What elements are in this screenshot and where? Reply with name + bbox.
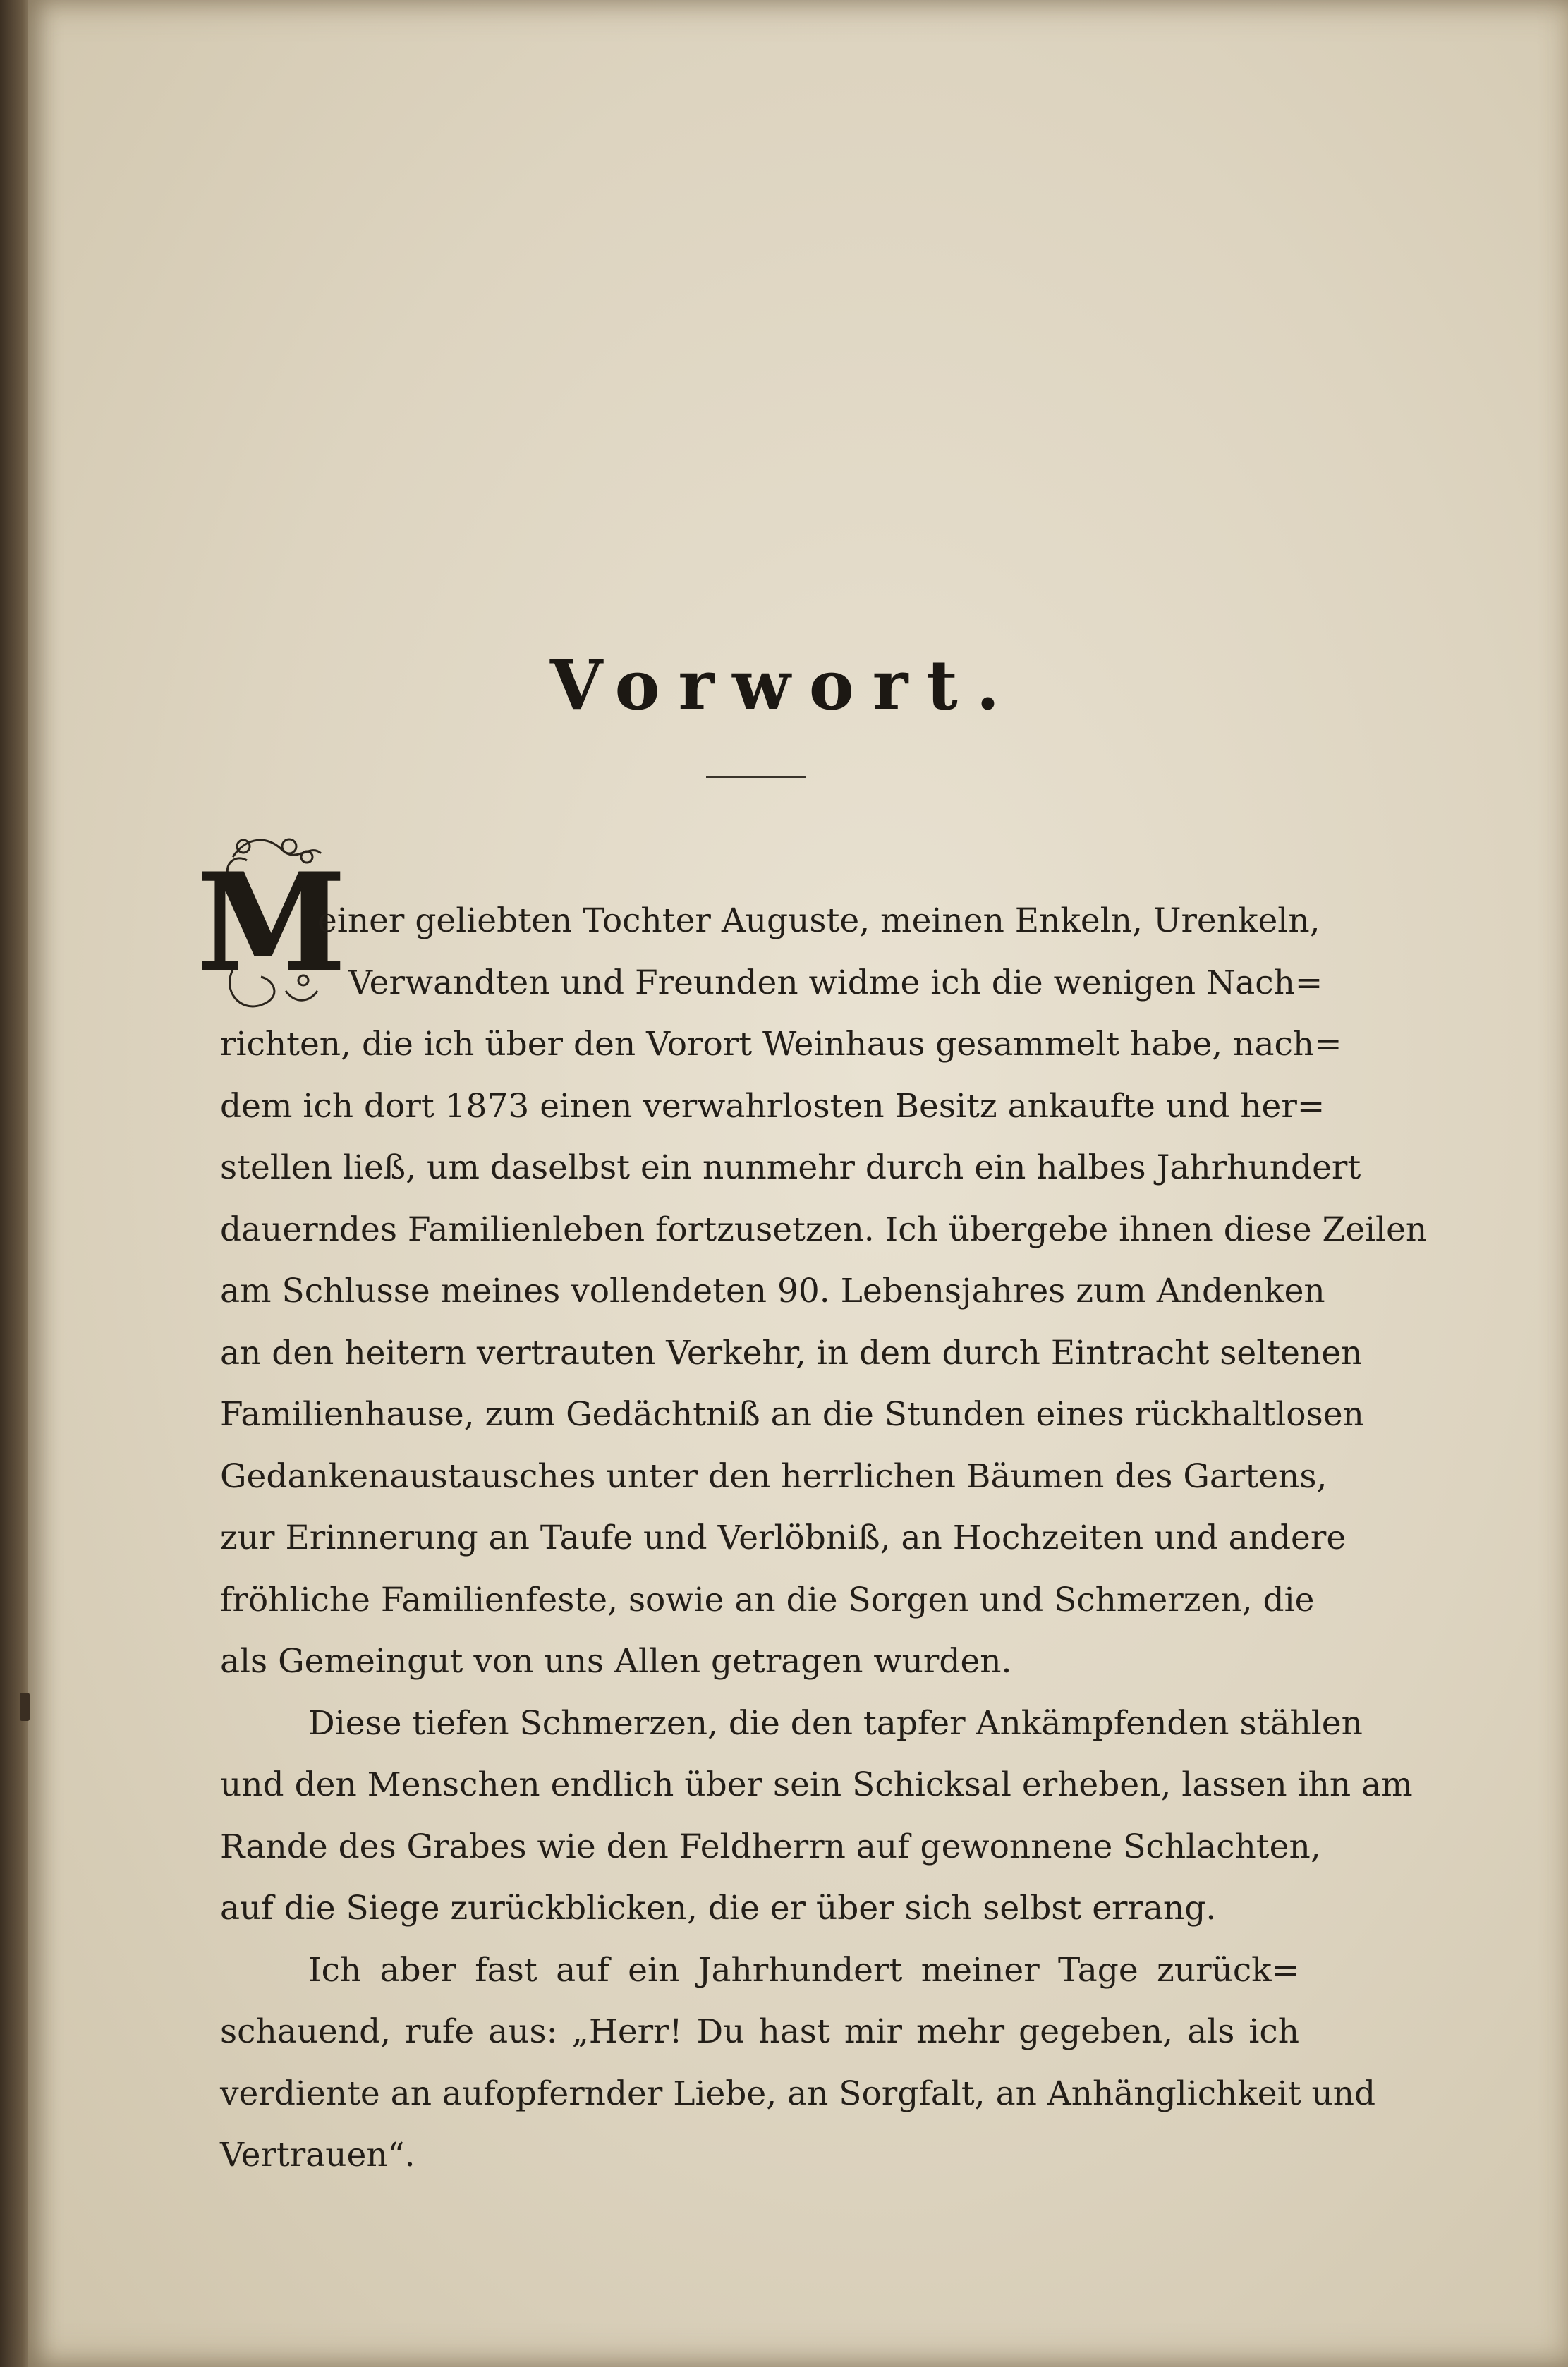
paragraph1-line: zur Erinnerung an Taufe und Verlöbniß, an Hochzeiten und andere bbox=[220, 1519, 1347, 1557]
paragraph3-line: schauend, rufe aus: „Herr! Du hast mir mehr gegeben, als ich bbox=[220, 2012, 1299, 2051]
paragraph2-line: auf die Siege zurückblicken, die er über sich selbst errang. bbox=[220, 1889, 1217, 1928]
paragraph2-line: und den Menschen endlich über sein Schicksal erheben, lassen ihn am bbox=[220, 1765, 1413, 1804]
paragraph1-line: Gedankenaustausches unter den herrlichen Bäumen des Gartens, bbox=[220, 1456, 1327, 1496]
paragraph1-line: Verwandten und Freunden widme ich die wenigen Nach= bbox=[348, 963, 1323, 1002]
paragraph1-line: am Schlusse meines vollendeten 90. Lebensjahres zum Andenken bbox=[220, 1272, 1325, 1310]
body-text bbox=[220, 890, 1428, 2186]
paragraph1-line: Familienhause, zum Gedächtniß an die Stunden eines rückhaltlosen bbox=[220, 1395, 1364, 1434]
paragraph1-line: dem ich dort 1873 einen verwahrlosten Besitz ankaufte und her= bbox=[220, 1086, 1325, 1126]
paragraph1-line: richten, die ich über den Vorort Weinhaus gesammelt habe, nach= bbox=[220, 1025, 1342, 1064]
paragraph1-line: an den heitern vertrauten Verkehr, in dem durch Eintracht seltenen bbox=[220, 1333, 1363, 1373]
paragraph1-line: fröhliche Familienfeste, sowie an die Sorgen und Schmerzen, die bbox=[220, 1580, 1315, 1619]
paragraph1-line: als Gemeingut von uns Allen getragen wurden. bbox=[220, 1642, 1012, 1681]
page-title: Vorwort. bbox=[549, 645, 1019, 725]
paragraph2-line: Diese tiefen Schmerzen, die den tapfer Ankämpfenden stählen bbox=[308, 1703, 1363, 1743]
paragraph3-line: Vertrauen“. bbox=[220, 2136, 415, 2174]
paragraph1-line: einer geliebten Tochter Auguste, meinen Enkeln, Urenkeln, bbox=[317, 901, 1320, 940]
paragraph2-line: Rande des Grabes wie den Feldherrn auf gewonnene Schlachten, bbox=[220, 1827, 1321, 1866]
page-edge-mark bbox=[20, 1693, 30, 1721]
paragraph3-line: Ich aber fast auf ein Jahrhundert meiner Tage zurück= bbox=[308, 1950, 1299, 1990]
drop-cap-letter: M bbox=[197, 844, 346, 1002]
paragraph3-line: verdiente an aufopfernder Liebe, an Sorgfalt, an Anhänglichkeit und bbox=[220, 2074, 1376, 2113]
title-rule bbox=[706, 776, 806, 778]
paragraph1-line: stellen ließ, um daselbst ein nunmehr durch ein halbes Jahrhundert bbox=[220, 1148, 1361, 1187]
paragraph1-line: dauerndes Familienleben fortzusetzen. Ich übergebe ihnen diese Zeilen bbox=[220, 1210, 1428, 1249]
